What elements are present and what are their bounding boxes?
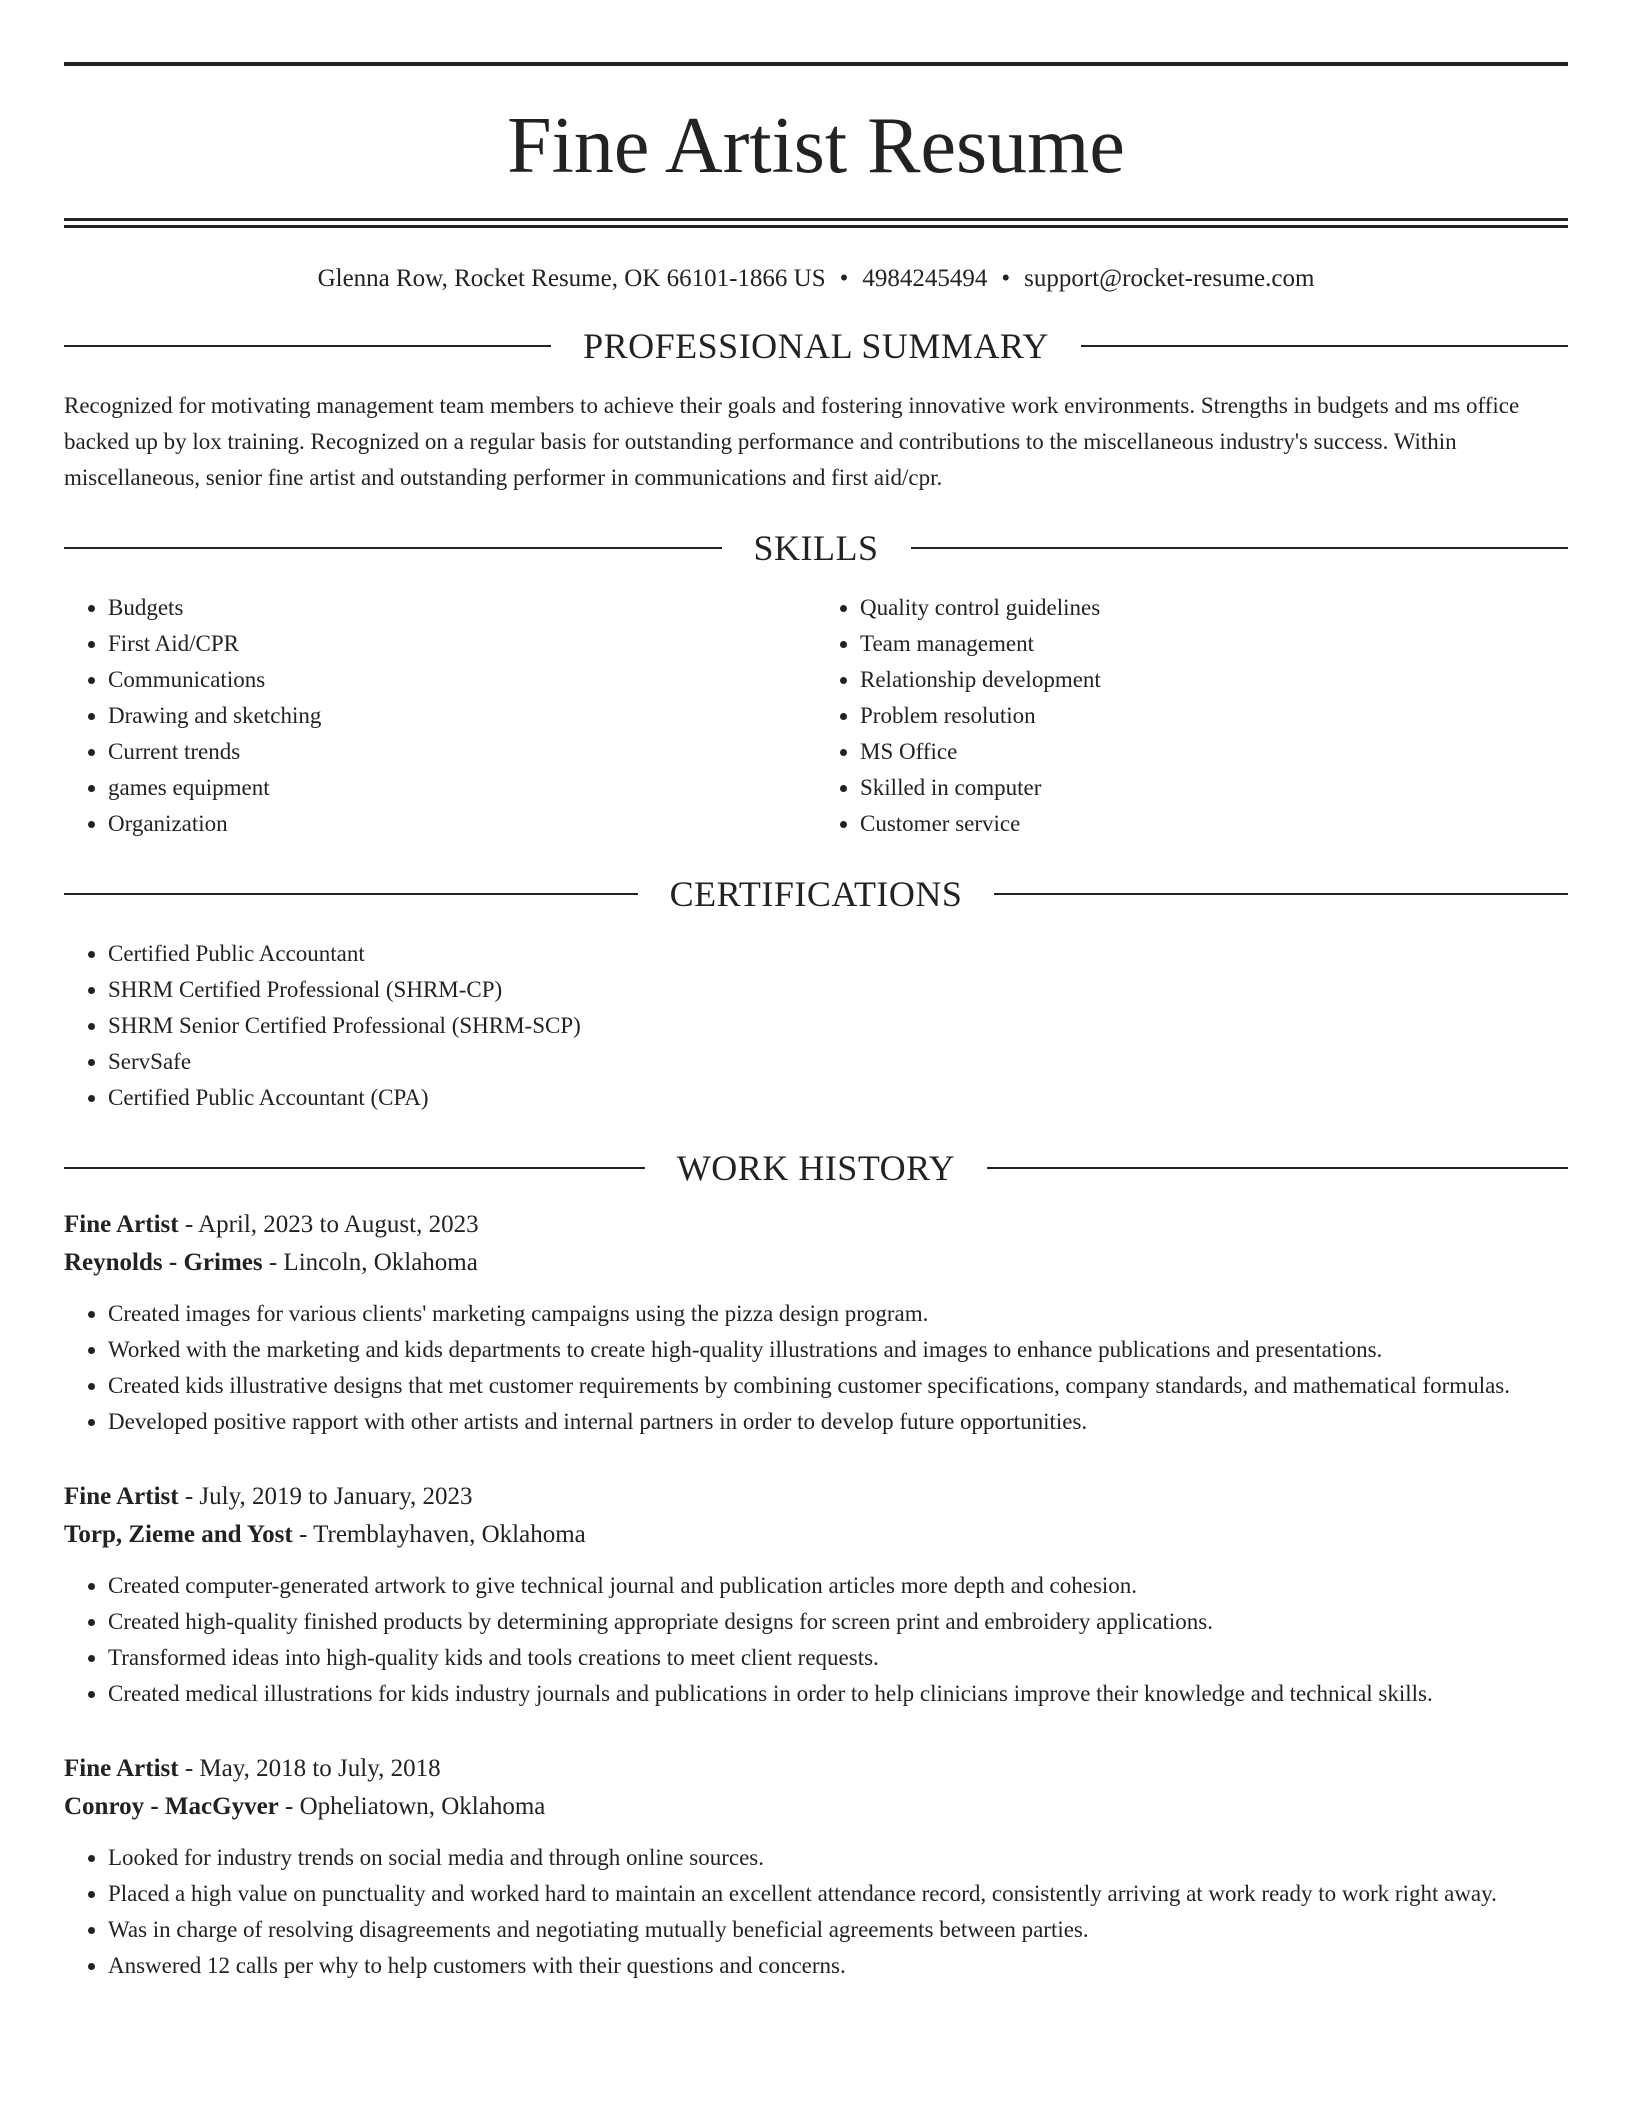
- skill-item: • Customer service: [860, 806, 1568, 842]
- job-entry: [64, 1750, 1568, 1984]
- skill-item: • Quality control guidelines: [860, 590, 1568, 626]
- job-dates: - April, 2023 to August, 2023: [178, 1211, 479, 1238]
- job-bullet: • Answered 12 calls per why to help customers with their questions and concerns.: [108, 1948, 1568, 1984]
- job-company: Torp, Zieme and Yost: [64, 1521, 293, 1548]
- job-role: Fine Artist: [64, 1755, 179, 1782]
- heading-rule: [911, 547, 1569, 549]
- job-bullets: [64, 1296, 1568, 1440]
- job-title-line: [64, 1478, 1568, 1516]
- heading-rule: [1081, 345, 1568, 347]
- job-bullet: • Created medical illustrations for kids industry journals and publications in order to help clinicians improve their knowledge and technical skills.: [108, 1676, 1568, 1712]
- skill-item: • Current trends: [108, 734, 816, 770]
- job-bullet: • Created images for various clients' marketing campaigns using the pizza design program.: [108, 1296, 1568, 1332]
- section-title: CERTIFICATIONS: [669, 874, 963, 914]
- job-title-line: [64, 1750, 1568, 1788]
- skills-columns: [64, 590, 1568, 842]
- contact-address: Glenna Row, Rocket Resume, OK 66101-1866 US: [317, 265, 826, 292]
- heading-rule: [994, 893, 1568, 895]
- job-bullet: • Created computer-generated artwork to give technical journal and publication articles more depth and cohesion.: [108, 1568, 1568, 1604]
- skill-item: • Drawing and sketching: [108, 698, 816, 734]
- skill-item: • Budgets: [108, 590, 816, 626]
- job-bullet: • Developed positive rapport with other artists and internal partners in order to develop future opportunities.: [108, 1404, 1568, 1440]
- contact-separator: •: [1001, 265, 1011, 292]
- certifications-heading: [64, 874, 1568, 914]
- contact-line: [64, 264, 1568, 294]
- heading-rule: [64, 1167, 645, 1169]
- work-history-heading: [64, 1148, 1568, 1188]
- skills-list-right: [816, 590, 1568, 842]
- skill-item: • Skilled in computer: [860, 770, 1568, 806]
- heading-rule: [64, 345, 551, 347]
- resume-title: Fine Artist Resume: [507, 102, 1125, 190]
- job-location: - Tremblayhaven, Oklahoma: [292, 1521, 586, 1548]
- top-rule: [64, 62, 1568, 66]
- job-company: Reynolds - Grimes: [64, 1249, 263, 1276]
- certifications-list: [64, 936, 1568, 1116]
- section-title: PROFESSIONAL SUMMARY: [583, 326, 1049, 366]
- certification-item: • SHRM Senior Certified Professional (SHRM-SCP): [108, 1008, 1568, 1044]
- job-bullets: [64, 1568, 1568, 1712]
- job-company-line: [64, 1788, 1568, 1826]
- skill-item: • Relationship development: [860, 662, 1568, 698]
- contact-separator: •: [839, 265, 849, 292]
- skill-item: • Team management: [860, 626, 1568, 662]
- skills-heading: [64, 528, 1568, 568]
- certification-item: • Certified Public Accountant: [108, 936, 1568, 972]
- skill-item: • games equipment: [108, 770, 816, 806]
- job-company: Conroy - MacGyver: [64, 1793, 279, 1820]
- job-role: Fine Artist: [64, 1483, 179, 1510]
- section-title: WORK HISTORY: [676, 1148, 956, 1188]
- certification-item: • SHRM Certified Professional (SHRM-CP): [108, 972, 1568, 1008]
- certification-item: • Certified Public Accountant (CPA): [108, 1080, 1568, 1116]
- job-entry: [64, 1478, 1568, 1712]
- job-dates: - May, 2018 to July, 2018: [178, 1755, 441, 1782]
- summary-text: Recognized for motivating management team members to achieve their goals and fostering innovative work environments. Strengths in budgets and ms office backed up by lox training. Recognized on a regular basis for outstanding performance and contributions to the miscellaneous industry's success. Within miscellaneous, senior fine artist and outstanding performer in communications and first aid/cpr.: [64, 393, 1520, 490]
- job-bullet: • Was in charge of resolving disagreements and negotiating mutually beneficial agreements between parties.: [108, 1912, 1568, 1948]
- contact-email: support@rocket-resume.com: [1024, 265, 1315, 292]
- skill-item: • MS Office: [860, 734, 1568, 770]
- skill-item: • First Aid/CPR: [108, 626, 816, 662]
- job-bullet: • Transformed ideas into high-quality kids and tools creations to meet client requests.: [108, 1640, 1568, 1676]
- contact-phone: 4984245494: [862, 265, 988, 292]
- certification-item: • ServSafe: [108, 1044, 1568, 1080]
- heading-rule: [987, 1167, 1568, 1169]
- job-company-line: [64, 1516, 1568, 1554]
- skill-item: • Communications: [108, 662, 816, 698]
- skills-list-left: [64, 590, 816, 842]
- job-bullet: • Created high-quality finished products by determining appropriate designs for screen print and embroidery applications.: [108, 1604, 1568, 1640]
- title-double-rule: [64, 218, 1568, 228]
- skill-item: • Organization: [108, 806, 816, 842]
- job-bullets: [64, 1840, 1568, 1984]
- job-dates: - July, 2019 to January, 2023: [178, 1483, 473, 1510]
- job-role: Fine Artist: [64, 1211, 179, 1238]
- job-bullet: • Created kids illustrative designs that met customer requirements by combining customer specifications, company standards, and mathematical formulas.: [108, 1368, 1568, 1404]
- job-bullet: • Placed a high value on punctuality and worked hard to maintain an excellent attendance record, consistently arriving at work ready to work right away.: [108, 1876, 1568, 1912]
- job-location: - Opheliatown, Oklahoma: [278, 1793, 546, 1820]
- section-title: SKILLS: [753, 528, 879, 568]
- job-location: - Lincoln, Oklahoma: [262, 1249, 478, 1276]
- job-company-line: [64, 1244, 1568, 1282]
- job-bullet: • Worked with the marketing and kids departments to create high-quality illustrations and images to enhance publications and presentations.: [108, 1332, 1568, 1368]
- job-entry: [64, 1206, 1568, 1440]
- job-title-line: [64, 1206, 1568, 1244]
- summary-heading: [64, 326, 1568, 366]
- skill-item: • Problem resolution: [860, 698, 1568, 734]
- job-bullet: • Looked for industry trends on social media and through online sources.: [108, 1840, 1568, 1876]
- heading-rule: [64, 893, 638, 895]
- heading-rule: [64, 547, 722, 549]
